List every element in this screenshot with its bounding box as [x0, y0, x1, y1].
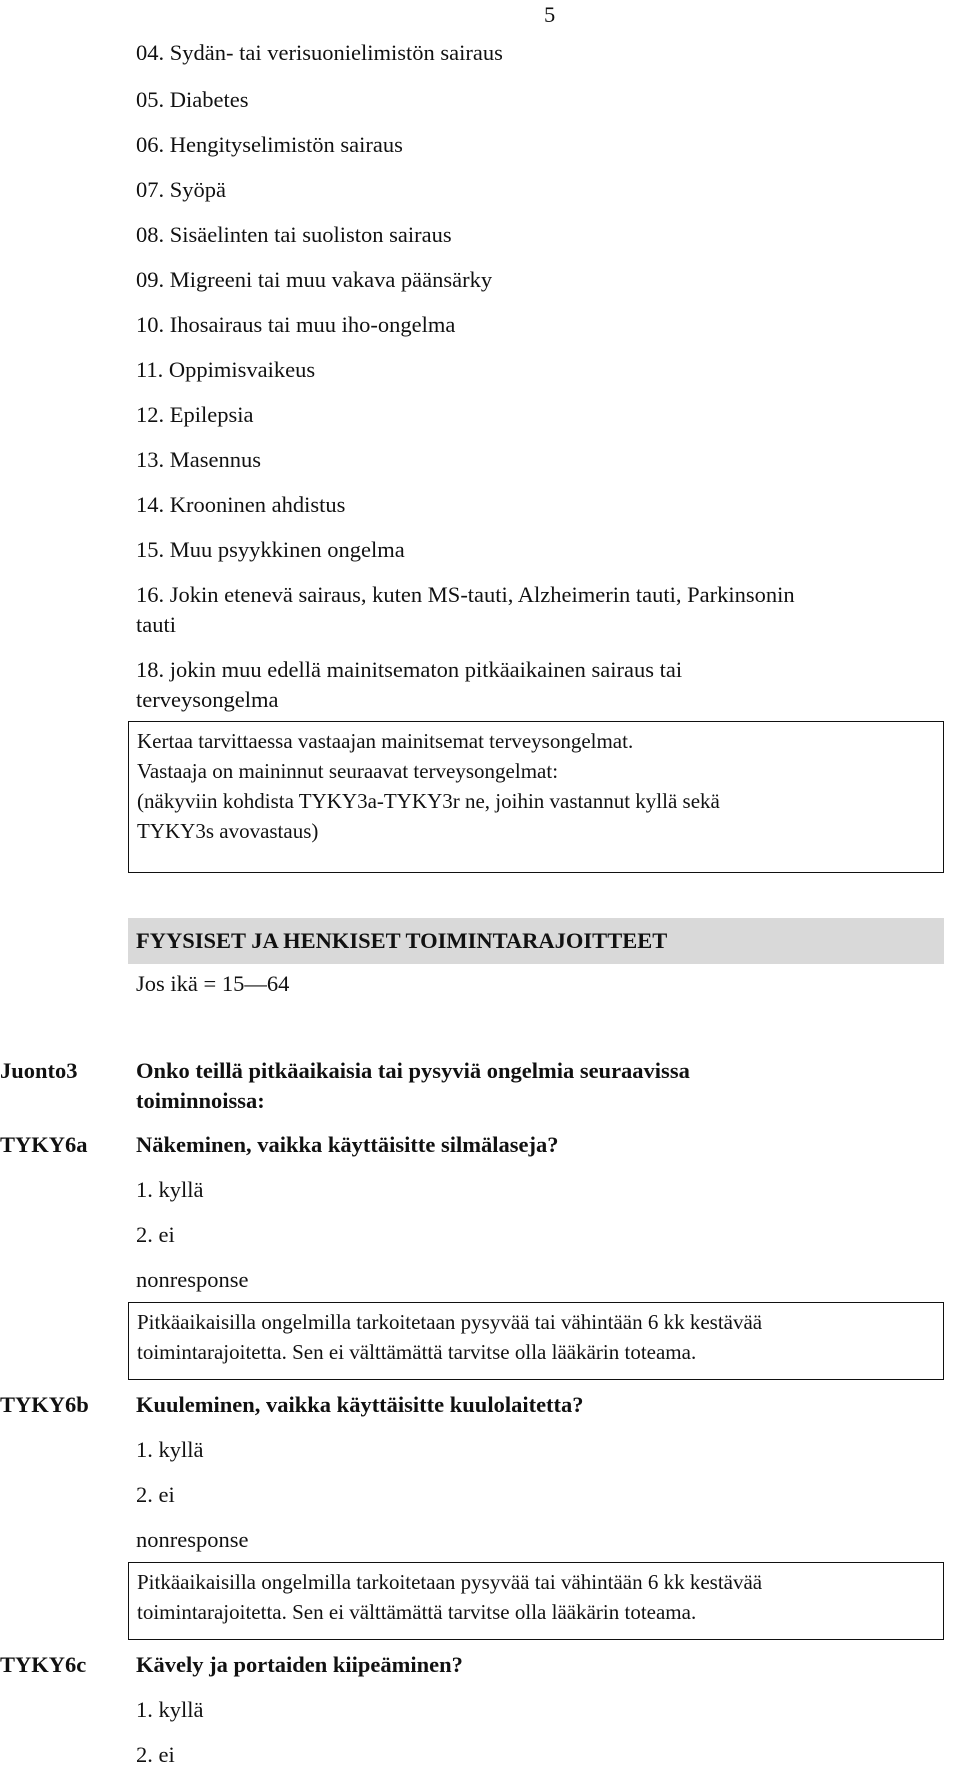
list-item: 18. jokin muu edellä mainitsematon pitkäaikainen sairaus tai — [136, 657, 683, 682]
note-line: Pitkäaikaisilla ongelmilla tarkoitetaan pysyvää tai vähintään 6 kk kestävää — [137, 1310, 763, 1334]
question-code: Juonto3 — [0, 1058, 78, 1083]
answer-option: 1. kyllä — [136, 1697, 204, 1722]
question-text: Kuuleminen, vaikka käyttäisitte kuulolaitetta? — [136, 1392, 584, 1417]
answer-option: 2. ei — [136, 1482, 175, 1507]
list-item: 16. Jokin etenevä sairaus, kuten MS-tauti, Alzheimerin tauti, Parkinsonin — [136, 582, 795, 607]
section-condition: Jos ikä = 15—64 — [136, 971, 290, 996]
note-line: (näkyviin kohdista TYKY3a-TYKY3r ne, joihin vastannut kyllä sekä — [137, 789, 720, 813]
list-item-continuation: terveysongelma — [136, 687, 279, 712]
question-code: TYKY6a — [0, 1132, 88, 1157]
intro-text: Onko teillä pitkäaikaisia tai pysyviä ongelmia seuraavissa — [136, 1058, 690, 1083]
question-note-box — [128, 1562, 944, 1640]
answer-option: 1. kyllä — [136, 1437, 204, 1462]
page-number: 5 — [544, 2, 556, 27]
list-item: 08. Sisäelinten tai suoliston sairaus — [136, 222, 452, 247]
list-item: 13. Masennus — [136, 447, 261, 472]
list-item: 12. Epilepsia — [136, 402, 254, 427]
question-note-box — [128, 1302, 944, 1380]
list-item: 04. Sydän- tai verisuonielimistön sairaus — [136, 40, 503, 65]
question-text: Kävely ja portaiden kiipeäminen? — [136, 1652, 463, 1677]
question-code: TYKY6c — [0, 1652, 87, 1677]
answer-option: 2. ei — [136, 1222, 175, 1247]
list-item: 14. Krooninen ahdistus — [136, 492, 346, 517]
list-item: 05. Diabetes — [136, 87, 249, 112]
answer-option: nonresponse — [136, 1527, 249, 1552]
answer-option: 1. kyllä — [136, 1177, 204, 1202]
note-line: toimintarajoitetta. Sen ei välttämättä tarvitse olla lääkärin toteama. — [137, 1600, 697, 1624]
question-text: Näkeminen, vaikka käyttäisitte silmälaseja? — [136, 1132, 559, 1157]
answer-option: 2. ei — [136, 1742, 175, 1767]
note-line: Pitkäaikaisilla ongelmilla tarkoitetaan pysyvää tai vähintään 6 kk kestävää — [137, 1570, 763, 1594]
answer-option: nonresponse — [136, 1267, 249, 1292]
question-code: TYKY6b — [0, 1392, 89, 1417]
list-item: 10. Ihosairaus tai muu iho-ongelma — [136, 312, 456, 337]
list-item: 09. Migreeni tai muu vakava päänsärky — [136, 267, 493, 292]
list-item: 07. Syöpä — [136, 177, 226, 202]
note-line: TYKY3s avovastaus) — [137, 819, 319, 843]
intro-text-continuation: toiminnoissa: — [136, 1088, 265, 1113]
interviewer-note-box — [128, 721, 944, 873]
list-item-continuation: tauti — [136, 612, 176, 637]
note-line: Kertaa tarvittaessa vastaajan mainitsemat terveysongelmat. — [137, 729, 634, 753]
note-line: toimintarajoitetta. Sen ei välttämättä tarvitse olla lääkärin toteama. — [137, 1340, 697, 1364]
list-item: 11. Oppimisvaikeus — [136, 357, 316, 382]
list-item: 06. Hengityselimistön sairaus — [136, 132, 403, 157]
note-line: Vastaaja on maininnut seuraavat terveysongelmat: — [137, 759, 559, 783]
list-item: 15. Muu psyykkinen ongelma — [136, 537, 405, 562]
section-heading: FYYSISET JA HENKISET TOIMINTARAJOITTEET — [128, 918, 944, 964]
